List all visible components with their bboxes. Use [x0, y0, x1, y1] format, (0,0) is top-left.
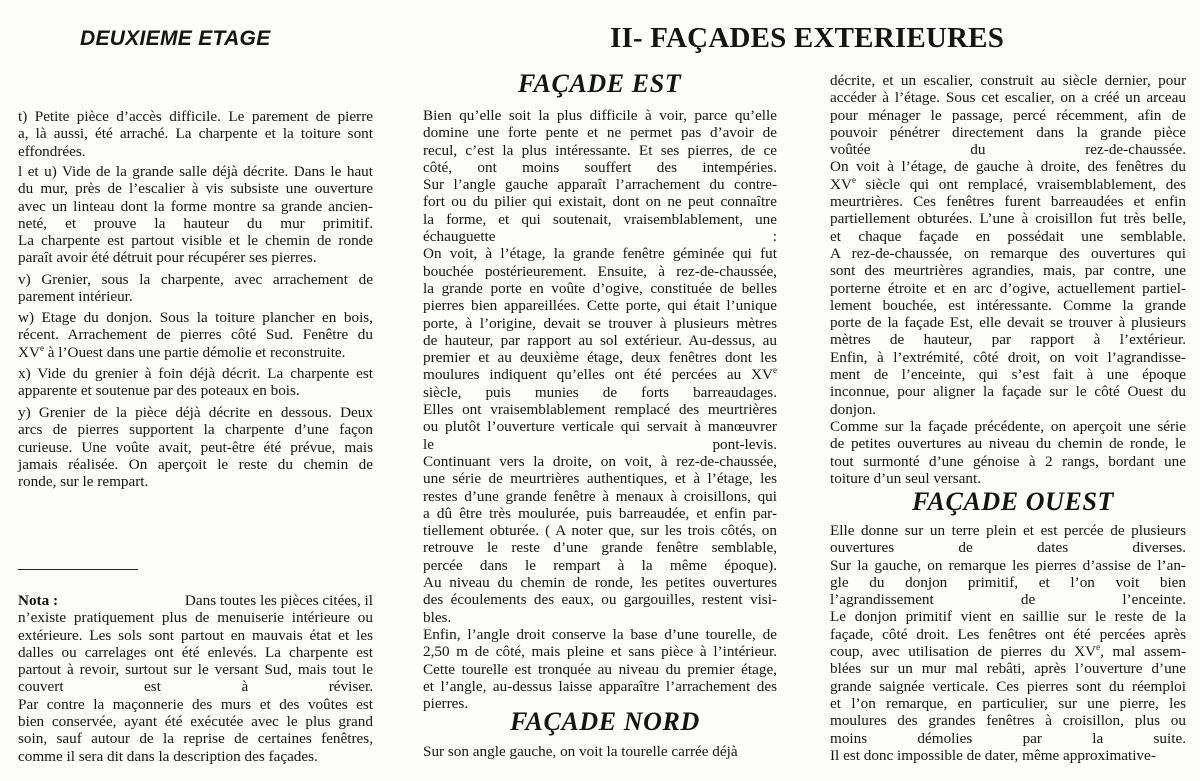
facade-ouest-text: Elle donne sur un terre plein et est percée de plusieurs ouvertures de dates diverses. Sur la gauche, on remarque les pierres d’assise de l’an- gle du donjon primitif, et l’on voit bien l’agrandissement de l’enceinte. Le donjon primitif vient en saillie sur le reste de la façade, côté droit. Les fenêtres ont été percées après coup, avec utilisation de pierres du XVe, mal assem- blées sur un mur mal rebâti, après l’ouverture d’une grande saignée verticale. Ces pierres sont du réemploi et l’on remarque, en particulier, sur une pierre, les moulures des grandes fenêtres à croisillon, plus ou moins démolies par la suite. Il est donc impossible de dater, même approximative-: [830, 522, 1186, 764]
paragraph-y: y) Grenier de la pièce déjà décrite en dessous. Deux arcs de pierres supportent la charpente d’une façon curieuse. Une voûte avait, peut-être été prévue, mais jamais réalisée. On aperçoit le reste du chemin de ronde, sur le rempart.: [18, 404, 373, 491]
heading-facades-exterieures: II- FAÇADES EXTERIEURES: [610, 22, 1005, 54]
facade-nord-text: Sur son angle gauche, on voit la tourelle carrée déjà: [423, 743, 738, 760]
heading-facade-est: FAÇADE EST: [518, 69, 682, 98]
paragraph-v: v) Grenier, sous la charpente, avec arrachement de parement intérieur.: [18, 271, 373, 306]
paragraph-w: w) Etage du donjon. Sous la toiture plancher en bois, récent. Arrachement de pierres côté Sud. Fenêtre du XVe à l’Ouest dans une partie démolie et reconstruite.: [18, 309, 373, 361]
footnote-divider: [18, 569, 138, 570]
facade-est-text: Bien qu’elle soit la plus difficile à voir, parce qu’elle domine une forte pente et ne permet pas d’avoir de recul, c’est la plus intéressante. Et ses pierres, de ce côté, ont moins souffert des intempéries. Sur l’angle gauche apparaît l’arrachement du contre- fort ou du pilier qui existait, dont on ne peut connaître la forme, et qui soutenait, vraisemblablement, une échauguette : On voit, à l’étage, la grande fenêtre géminée qui fut bouchée postérieurement. Ensuite, à rez-de-chaussée, la grande porte en voûte d’ogive, constituée de belles pierres bien appareillées. Cette porte, qui était l’unique porte, à l’origine, devait se trouver à plusieurs mètres de hauteur, par rapport au sol extérieur. Au-dessus, au premier et au deuxième étage, deux fenêtres dont les moulures indiquent qu’elles ont été percées au XVe siècle, puis munies de forts barreaudages. Elles ont vraisemblablement remplacé des meurtrières ou plutôt l’ouverture verticale qui servait à manœuvrer le pont-levis. Continuant vers la droite, on voit, à rez-de-chaussée, une série de meurtrières authentiques, et à l’étage, les restes d’une grande fenêtre à menaux à croisillons, qui a dû être très moulurée, puis barreaudée, et enfin par- tiellement obturée. ( A noter que, sur les trois côtés, on retrouve le reste d’une grande fenêtre semblable, percée dans le rempart à la même époque). Au niveau du chemin de ronde, les petites ouvertures des écoulements des eaux, ou gargouilles, restent visi- bles. Enfin, l’angle droit conserve la base d’une tourelle, de 2,50 m de côté, mais pleine et sans pièce à l’intérieur. Cette tourelle est tronquée au niveau du premier étage, et l’angle, au-dessus laisse apparaître l’arrachement des pierres.: [423, 107, 777, 713]
paragraph-l-u: l et u) Vide de la grande salle déjà décrite. Dans le haut du mur, près de l’escalier à vis subsiste une ouverture avec un linteau dont la forme montre sa grande ancien- neté, et prouve la hauteur du mur primitif. La charpente est partout visible et le chemin de ronde paraît avoir été détruit pour récupérer ses pierres.: [18, 163, 373, 267]
nota-label: Nota :: [18, 592, 59, 609]
heading-facade-nord: FAÇADE NORD: [510, 707, 700, 736]
paragraph-x: x) Vide du grenier à foin déjà décrit. La charpente est apparente et soutenue par des poteaux en bois.: [18, 365, 373, 400]
facade-nord-continued-text: décrite, et un escalier, construit au siècle dernier, pour accéder à l’étage. Sous cet escalier, on a créé un arceau pour ménager le passage, percé récemment, afin de pouvoir pénétrer directement dans la grande pièce voûtée du rez-de-chaussée. On voit à l’étage, de gauche à droite, des fenêtres du XVe siècle qui ont remplacé, vraisemblablement, des meurtrières. Ces fenêtres furent barreaudées et enfin partiellement obturées. L’une à croisillon fut très belle, et chaque façade en possédait une semblable. A rez-de-chaussée, on remarque des ouvertures qui sont des meurtrières agrandies, mais, par contre, une porterne étroite et en arc d’ogive, actuellement partiel- lement bouchée, est intéressante. Comme la grande porte de la façade Est, elle devait se trouver à plusieurs mètres de hauteur, par rapport à l’extérieur. Enfin, à l’extrémité, côté droit, on voit l’agrandisse- ment de l’enceinte, qui s’est fait à une époque inconnue, pour aligner la façade sur le côté Ouest du donjon. Comme sur la façade précédente, on aperçoit une série de petites ouvertures au niveau du chemin de ronde, le tout surmonté d’une génoise à 2 rangs, bordant une toiture d’un seul versant.: [830, 72, 1186, 487]
nota-footnote: Nota : Dans toutes les pièces citées, il n’existe pratiquement plus de menuiserie intérieure ou extérieure. Les sols sont partout en mauvais état et les dalles ou carrelages ont été enlevés. La charpente est partout à revoir, surtout sur le versant Sud, mais tout le couvert est à réviser. Par contre la maçonnerie des murs et des voûtes est bien conservée, ayant été exécutée avec le plus grand soin, sauf autour de la reprise de certaines fenêtres, comme il sera dit dans la description des façades.: [18, 592, 373, 765]
heading-facade-ouest: FAÇADE OUEST: [912, 487, 1115, 516]
paragraph-t: t) Petite pièce d’accès difficile. Le parement de pierre a, là aussi, été arraché. La charpente et la toiture sont effondrées.: [18, 108, 373, 160]
heading-deuxieme-etage: DEUXIEME ETAGE: [80, 27, 271, 50]
